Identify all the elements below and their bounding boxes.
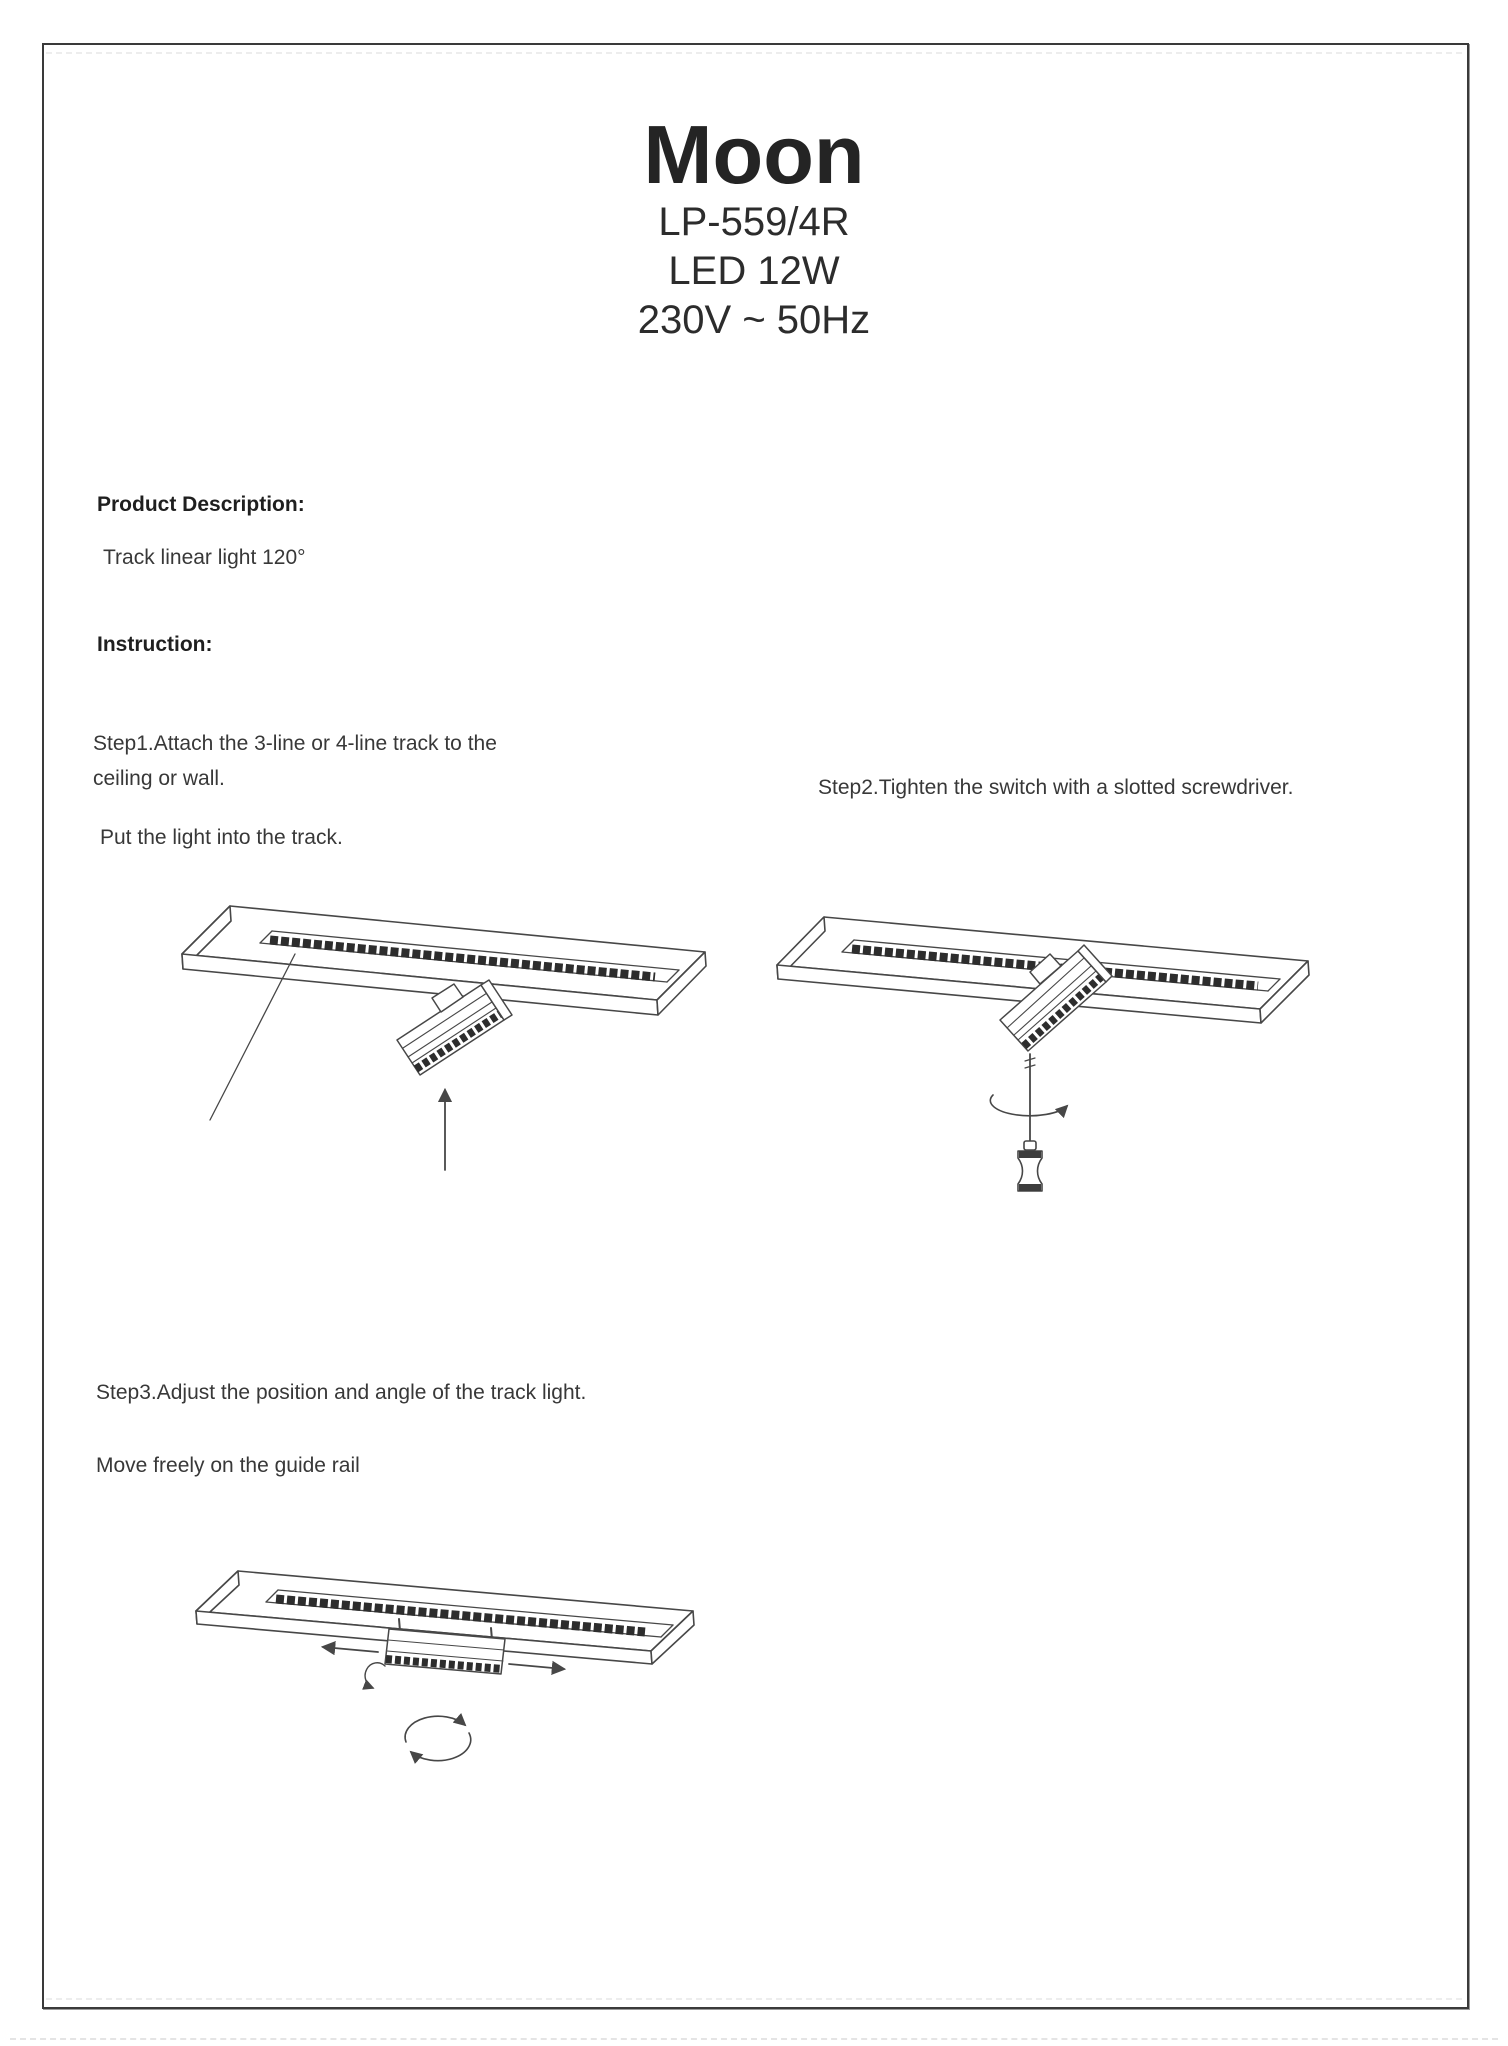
rotate-arrows-icon <box>405 1716 471 1760</box>
product-description-body: Track linear light 120° <box>103 546 306 569</box>
scan-artifact-bottom <box>10 2038 1498 2040</box>
voltage-spec: 230V ~ 50Hz <box>637 298 871 342</box>
instruction-heading: Instruction: <box>97 633 213 656</box>
track-leader-line <box>210 954 295 1120</box>
swivel-arrow-icon <box>365 1663 385 1688</box>
step2-text: Step2.Tighten the switch with a slotted screwdriver. <box>818 776 1294 799</box>
slide-right-arrow-icon <box>509 1664 564 1669</box>
product-spec-lines <box>0 198 1508 345</box>
scan-artifact-inner-bottom <box>46 1998 1462 2000</box>
scan-artifact-top <box>46 52 1462 54</box>
step1-note: Put the light into the track. <box>100 826 343 849</box>
lamp-spec: LED 12W <box>668 249 840 293</box>
step1-diagram <box>130 862 720 1182</box>
slotted-screwdriver-icon <box>1018 1141 1042 1191</box>
slide-left-arrow-icon <box>323 1647 378 1652</box>
model-number: LP-559/4R <box>658 200 850 244</box>
product-description-heading: Product Description: <box>97 493 305 516</box>
step1-text: Step1.Attach the 3-line or 4-line track to the ceiling or wall. <box>93 732 497 790</box>
brand-title: Moon <box>643 108 865 201</box>
step3-note: Move freely on the guide rail <box>96 1454 360 1477</box>
rotate-arrow-icon <box>990 1095 1067 1116</box>
step2-diagram <box>760 858 1350 1208</box>
step3-text: Step3.Adjust the position and angle of the track light. <box>96 1381 587 1404</box>
track-light-fixture <box>397 980 512 1075</box>
step3-diagram <box>145 1540 725 1800</box>
locking-screw <box>1025 1054 1035 1142</box>
